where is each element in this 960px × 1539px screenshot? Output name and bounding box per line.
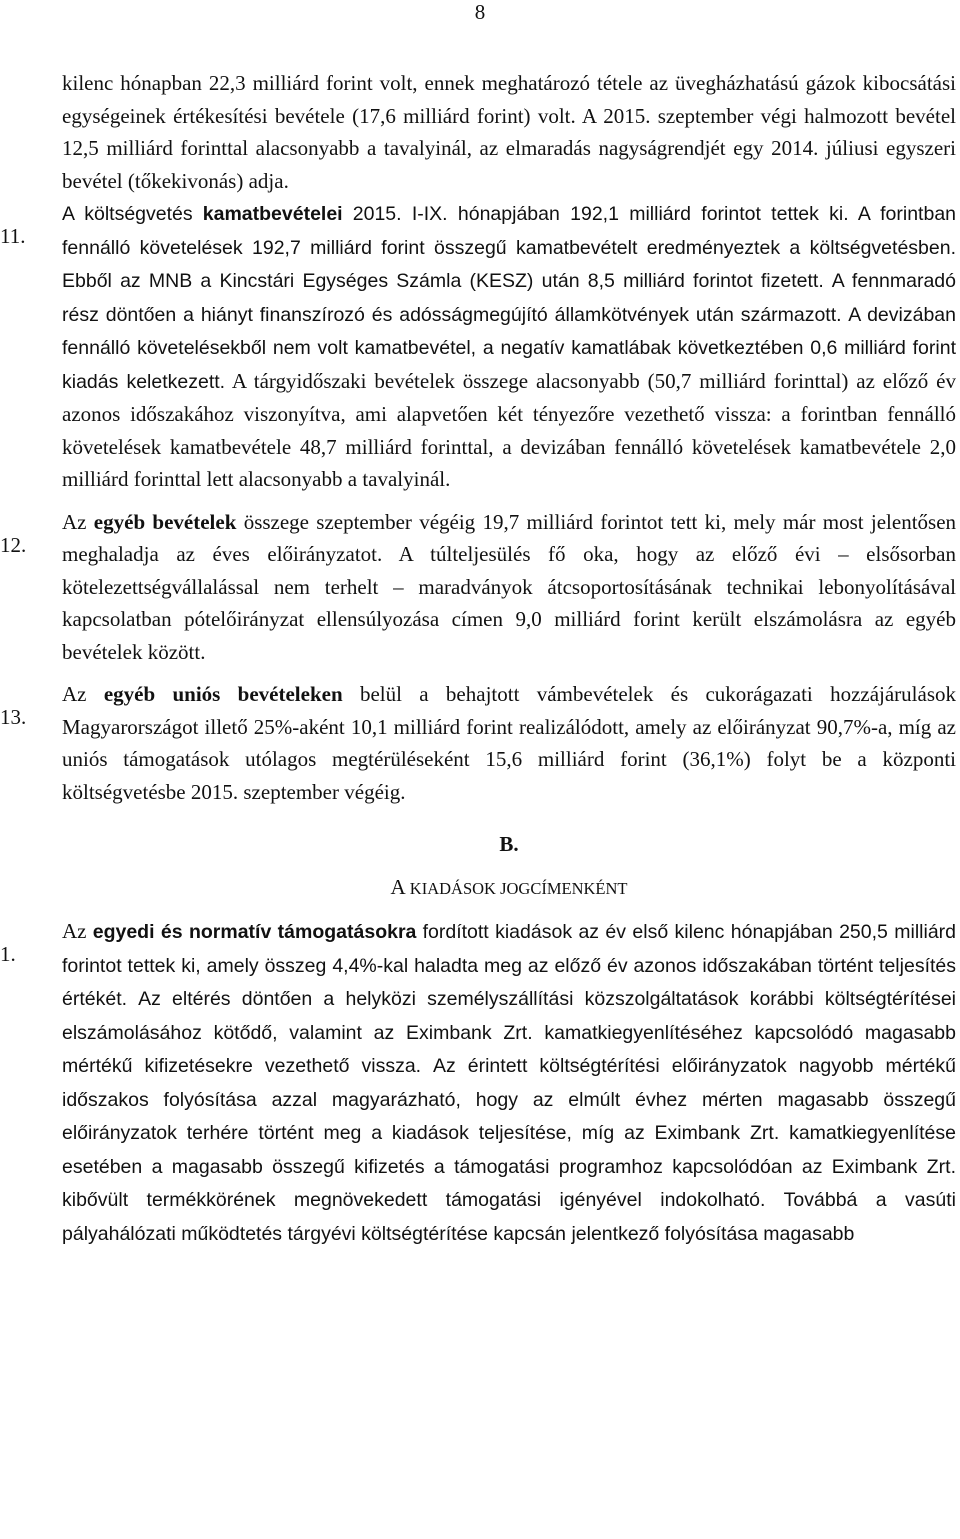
item-1-text-4: Továbbá a vasúti pályahálózati működtetés tárgyévi költségtérítése kapcsán jelentkező folyósítása magasabb (62, 1189, 956, 1245)
item-13-lead: Az (62, 682, 87, 706)
document-body (0, 67, 957, 1250)
item-13-bold-term: egyéb uniós bevételeken (103, 682, 343, 706)
paragraph-item-1: 1. Az egyedi és normatív támogatásokra fordított kiadások az év első kilenc hónapjában 250,5 milliárd forintot tettek ki, amely összeg 4,4%-kal haladta meg az előző év azonos időszakában történt teljesítés értékét. Az eltérés döntően a helyközi személyszállítási közszolgáltatások korábbi költségtérítései elszámolásához kötődő, valamint az Eximbank Zrt. kamatkiegyenlítéséhez kapcsolódó magasabb mértékű kifizetésekre vezethető vissza. Az érintett költségtérítési előirányzatok nagyobb mértékű időszakos folyósítása azzal magyarázható, hogy az elmúlt évhez mérten magasabb összegű előirányzatok terhére történt meg a kiadások teljesítése, míg az Eximbank Zrt. kamatkiegyenlítése esetében a magasabb összegű kifizetés a támogatási programhoz kapcsolódóan az Eximbank Zrt. kibővült termékkörének megnövekedett támogatási igényével indokolható. Továbbá a vasúti pályahálózati működtetés tárgyévi költségtérítése kapcsán jelentkező folyósítása magasabb (0, 919, 957, 1245)
item-11-text-4: A devizában fennálló követelésekből nem volt kamatbevétel, a negatív kamatlábak következtében 0,6 milliárd forint kiadás keletkezett. (62, 303, 956, 393)
section-title: A KIADÁSOK JOGCÍMENKÉNT (390, 874, 628, 899)
item-11-lead: A költségvetés (62, 203, 193, 225)
item-1-text-3: Az érintett költségtérítési előirányzatok nagyobb mértékű időszakos folyósítása azzal magyarázható, hogy az elmúlt évhez mérten magasabb összegű előirányzatok terhére történt meg a kiadások teljesítése, míg az Eximbank Zrt. kamatkiegyenlítése esetében a magasabb összegű kifizetés a támogatási programhoz kapcsolódóan az Eximbank Zrt. kibővült termékkörének megnövekedett támogatási igényével indokolható. (62, 1055, 956, 1211)
item-11-bold-term: kamatbevételei (202, 203, 343, 225)
item-1-text-2: Az eltérés döntően a helyközi személyszállítási közszolgáltatások korábbi költségtérítései elszámolásához kötődő, valamint az Eximbank Zrt. kamatkiegyenlítéséhez kapcsolódó magasabb mértékű kifizetésekre vezethető vissza. (62, 988, 957, 1077)
item-13-text: belül a behajtott vámbevételek és cukorágazati hozzájárulások Magyarországot illető 25%-aként 10,1 milliárd forint realizálódott, amely az előirányzat 90,7%-a, míg az uniós támogatások utólagos megtérüléseként 15,6 milliárd forint (36,1%) folyt be a központi költségvetésbe 2015. szeptember végéig. (62, 682, 957, 804)
item-11-text-3: A fennmaradó rész döntően a hiányt finanszírozó és adósságmegújító államkötvények után származott. (62, 270, 957, 326)
paragraph-item-12: 12. Az egyéb bevételek összege szeptember végéig 19,7 milliárd forintot tett ki, mely már most jelentősen meghaladja az éves előirányzatot. A túlteljesülés fő oka, hogy az előző évi – elsősorban kötelezettségvállalással nem terhelt – maradványok átcsoportosításának technikai lebonyolításával kapcsolatban pótelőirányzat ellensúlyozása címen 9,0 milliárd forint került elszámolásra az egyéb bevételek között. (0, 509, 957, 664)
paragraph-item-11: 11. A költségvetés kamatbevételei 2015. I-IX. hónapjában 192,1 milliárd forintot tettek ki. A forintban fennálló követelések 192,7 milliárd forint összegű kamatbevételt eredményeztek a költségvetésben. Ebből az MNB a Kincstári Egységes Számla (KESZ) után 8,5 milliárd forintot fizetett. A fennmaradó rész döntően a hiányt finanszírozó és adósságmegújító államkötvények után származott. A devizában fennálló követelésekből nem volt kamatbevétel, a negatív kamatlábak következtében 0,6 milliárd forint kiadás keletkezett. A tárgyidőszaki bevételek összege alacsonyabb (50,7 milliárd forinttal) az előző év azonos időszakához viszonyítva, ami alapvetően két tényezőre vezethető vissza: a forintban fennálló követelések kamatbevétele 48,7 milliárd forinttal, a devizában fennálló követelések kamatbevétele 2,0 milliárd forinttal lett alacsonyabb a tavalyinál. (0, 203, 957, 491)
paragraph-continuation: kilenc hónapban 22,3 milliárd forint volt, ennek meghatározó tétele az üvegházhatású gázok kibocsátási egységeinek értékesítési bevétele (17,6 milliárd forint) volt. A 2015. szeptember végi halmozott bevétel 12,5 milliárd forinttal alacsonyabb a tavalyinál, az elmaradás nagyságrendjét egy 2014. júliusi egyszeri bevétel (tőkekivonás) adja. (62, 71, 956, 193)
item-12-bold-term: egyéb bevételek (93, 509, 237, 534)
item-11-text-1: 2015. I-IX. hónapjában 192,1 milliárd forintot tettek ki. A forintban fennálló követelések 192,7 milliárd forint összegű kamatbevételt eredményeztek a költségvetésben. (62, 203, 957, 259)
item-12-text: összege szeptember végéig 19,7 milliárd forintot tett ki, mely már most jelentősen meghaladja az éves előirányzatot. A túlteljesülés fő oka, hogy az előző évi – elsősorban kötelezettségvállalással nem terhelt – maradványok átcsoportosításának technikai lebonyolításával kapcsolatban pótelőirányzat ellensúlyozása címen 9,0 milliárd forint került elszámolásra az egyéb bevételek között. (62, 509, 957, 664)
paragraph-item-13: 13. Az egyéb uniós bevételeken belül a behajtott vámbevételek és cukorágazati hozzájárulások Magyarországot illető 25%-aként 10,1 milliárd forint realizálódott, amely az előirányzat 90,7%-a, míg az uniós támogatások utólagos megtérüléseként 15,6 milliárd forint (36,1%) folyt be a központi költségvetésbe 2015. szeptember végéig. (0, 682, 957, 804)
item-1-lead: Az (62, 919, 87, 943)
section-letter: B. (499, 832, 519, 856)
item-12-lead: Az (62, 509, 87, 534)
item-11-text-2: Ebből az MNB a Kincstári Egységes Számla (KESZ) után 8,5 milliárd forintot fizetett. (62, 270, 824, 292)
item-11-text-5: A tárgyidőszaki bevételek összege alacsonyabb (50,7 milliárd forinttal) az előző év azonos időszakához viszonyítva, ami alapvetően két tényezőre vezethető vissza: a forintban fennálló követelések kamatbevétele 48,7 milliárd forinttal, a devizában fennálló követelések kamatbevétele 2,0 milliárd forinttal lett alacsonyabb a tavalyinál. (62, 368, 956, 491)
page-number: 8 (474, 0, 486, 24)
item-1-bold-term: egyedi és normatív támogatásokra (92, 921, 417, 943)
item-1-text-1: fordított kiadások az év első kilenc hónapjában 250,5 milliárd forintot tettek ki, amely összeg 4,4%-kal haladta meg az előző év azonos időszakában történt teljesítés értékét. (62, 921, 957, 1010)
